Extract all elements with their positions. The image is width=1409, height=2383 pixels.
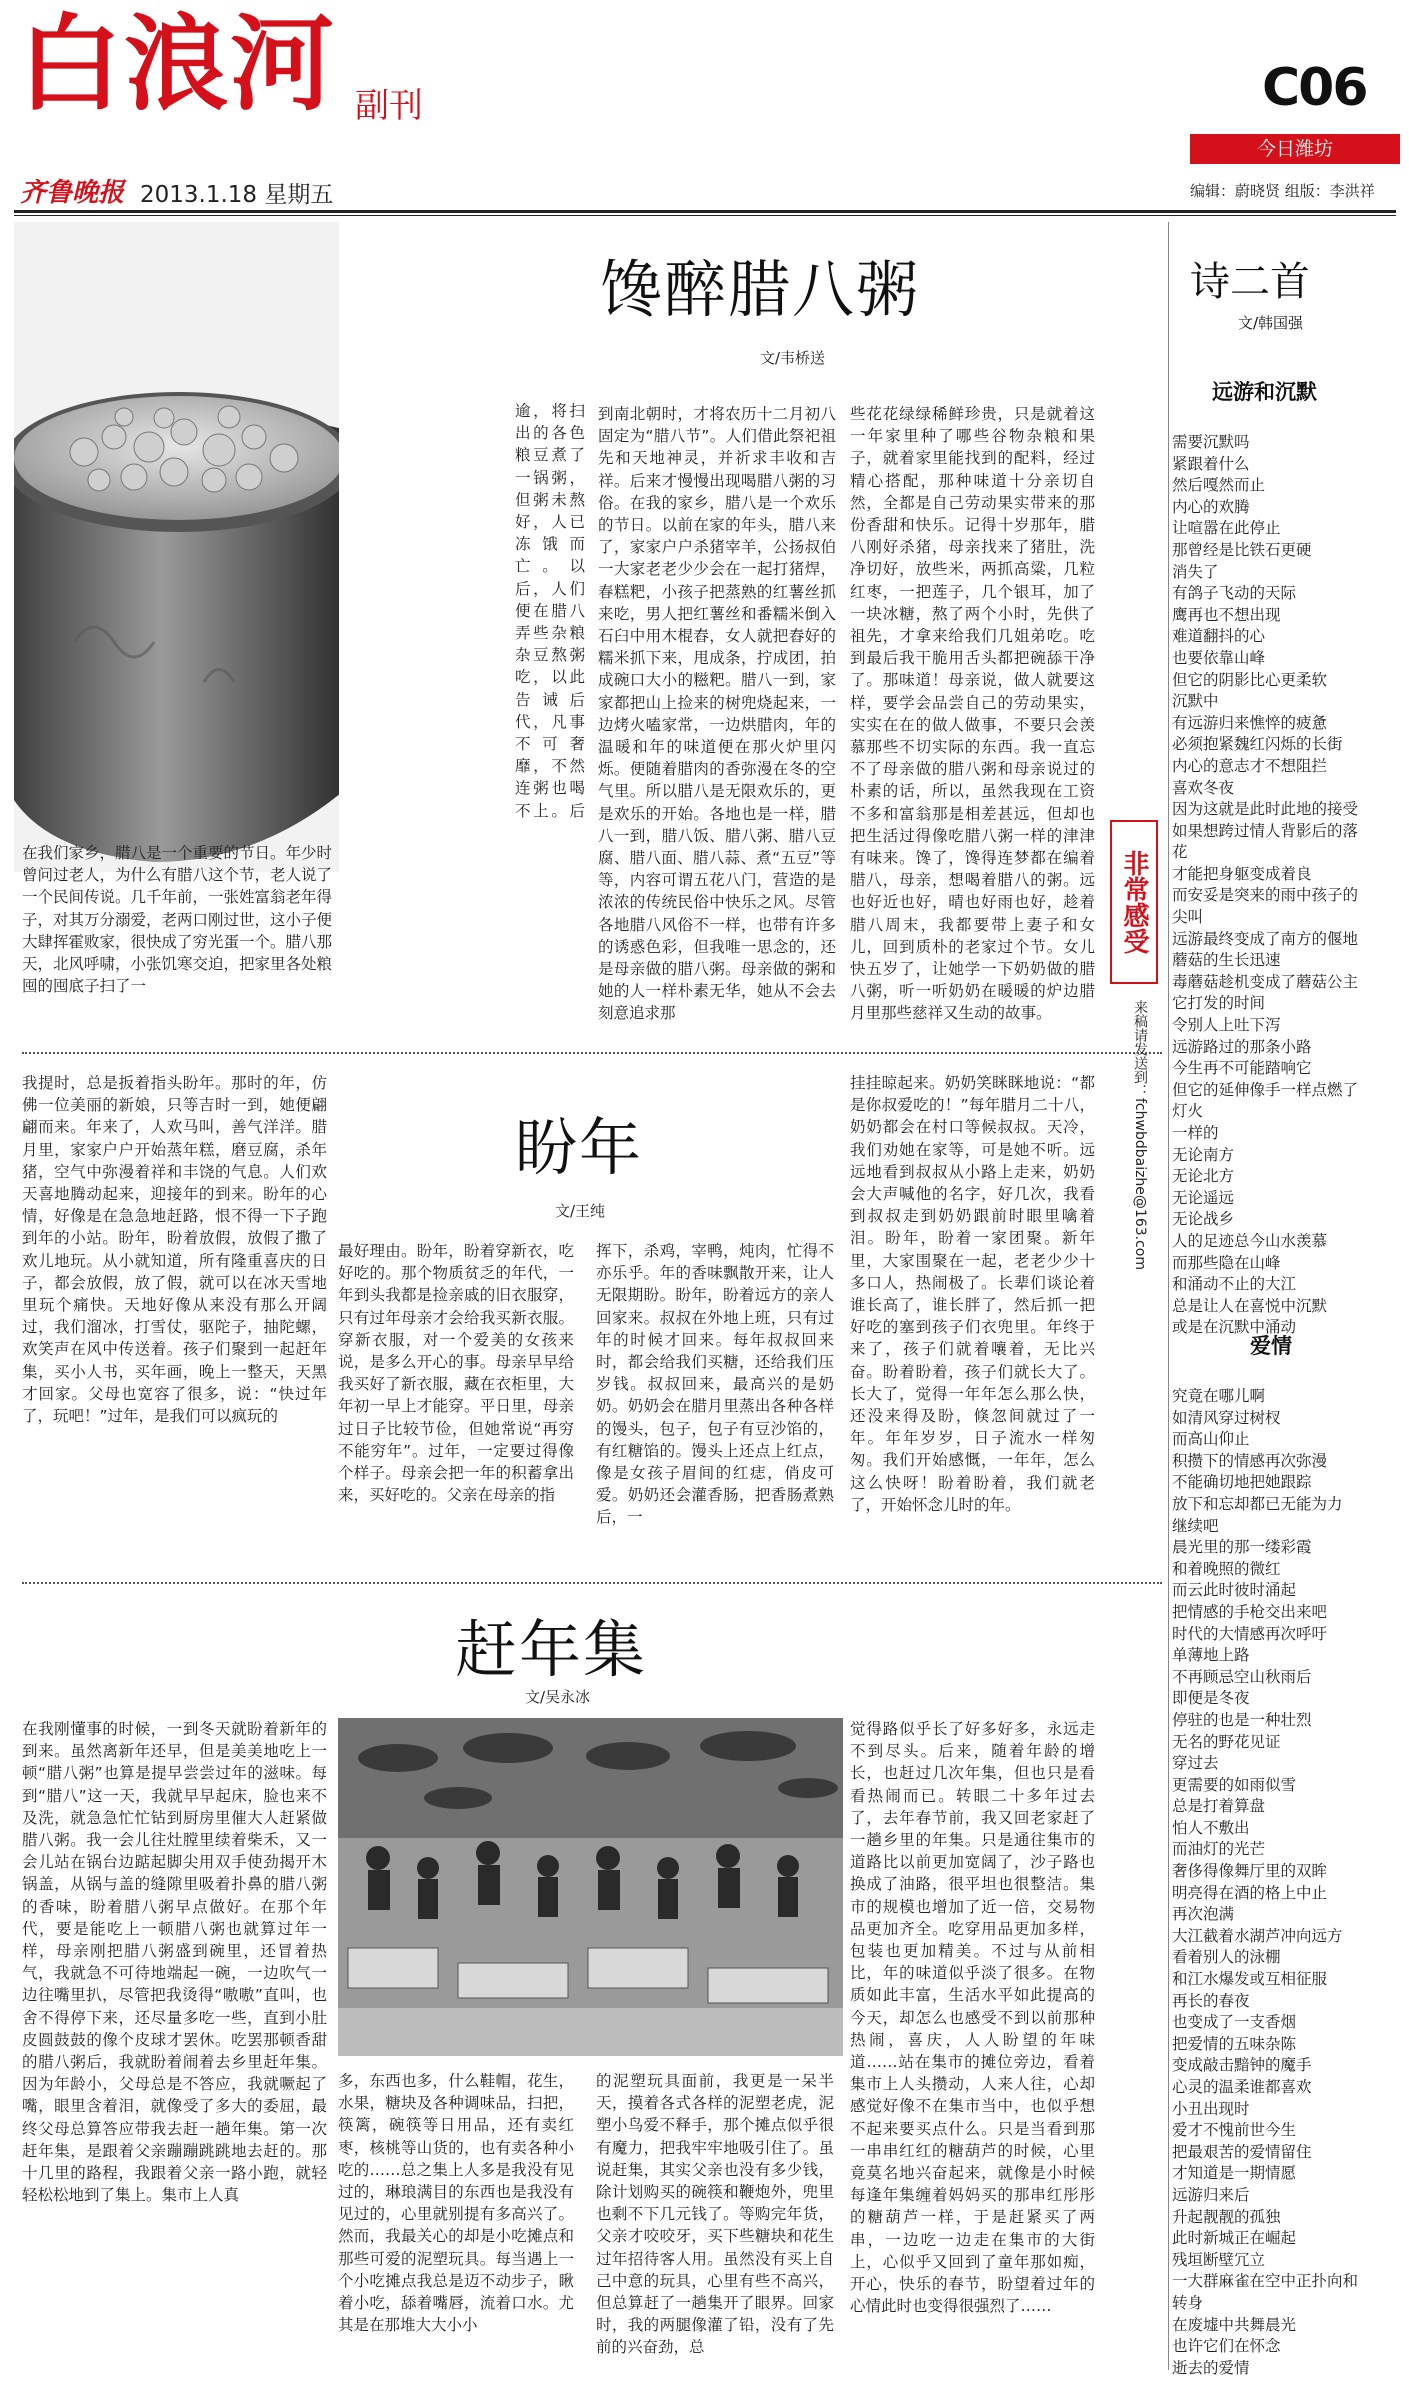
article3-byline: 文/吴永冰 bbox=[525, 1688, 591, 1706]
article3-col-b: 多，东西也多，什么鞋帽，花生，水果，糖块及各种调味品，扫把，筷篱，碗筷等日用品，还有卖红枣，核桃等山货的，也有卖各种小吃的……总之集上人多是我没有见过的，琳琅满目的东西也是我没有见过的，心里就别提有多高兴了。然而，我最关心的却是小吃摊点和那些可爱的泥塑玩具。每当遇上一个小吃摊点我总是迈不动步子，瞅着小吃，舔着嘴唇，流着口水。尤其是在那堆大大小小 bbox=[338, 2072, 574, 2335]
poem-line: 如果想跨过情人背影后的落 bbox=[1172, 821, 1359, 840]
poem-line: 而高山仰止 bbox=[1172, 1430, 1250, 1449]
poem-line: 然后嘎然而止 bbox=[1172, 476, 1266, 495]
poem-line: 花 bbox=[1172, 843, 1188, 862]
poem-line: 有远游归来憔悴的疲惫 bbox=[1172, 713, 1328, 732]
poem-line: 但它的阴影比心更柔软 bbox=[1172, 670, 1328, 689]
poem-line: 那曾经是比铁石更硬 bbox=[1172, 540, 1312, 559]
page-number: C06 bbox=[1262, 58, 1367, 118]
poem-line: 无论遥远 bbox=[1172, 1188, 1235, 1207]
article2-col-c: 挥下，杀鸡，宰鸭，炖肉，忙得不亦乐乎。年的香味飘散开来，让人无限期盼。盼年，盼着远方的亲人回家来。叔叔在外地上班，只有过年的时候才回来。每年叔叔回来时，都会给我们买糖，还给我们压岁钱。叔叔回来，最高兴的是奶奶。奶奶会在腊月里蒸出各种各样的馒头，包子，包子有豆沙馅的，有红糖馅的。馒头上还点上红点，像是女孩子眉间的红痣，俏皮可爱。奶奶还会灌香肠，把香肠煮熟后，一 bbox=[596, 1242, 834, 1527]
poem-line: 总是打着算盘 bbox=[1172, 1797, 1266, 1816]
poem-line: 不能确切地把她跟踪 bbox=[1172, 1473, 1312, 1492]
poem-line: 晨光里的那一缕彩霞 bbox=[1172, 1538, 1312, 1557]
article3-title: 赶年集 bbox=[455, 1613, 648, 1686]
poem-line: 放下和忘却都已无能为力 bbox=[1172, 1494, 1343, 1513]
poem-line: 和着晚照的微红 bbox=[1172, 1559, 1281, 1578]
article2-col-d: 挂挂晾起来。奶奶笑眯眯地说：“都是你叔爱吃的！”每年腊月二十八，奶奶都会在村口等候叔叔。天冷，我们劝她在家等，可是她不听。远远地看到叔叔从小路上走来，奶奶会大声喊他的名字，好几次，我看到叔叔走到奶奶跟前时眼里噙着泪。盼年，盼着一家团聚。新年里，大家围聚在一起，老老少少十多口人，热闹极了。长辈们谈论着谁长高了，谁长胖了，然后抓一把好吃的塞到孩子们衣兜里。年终于来了，孩子们就着嚷着，无比兴奋。盼着盼着，孩子们就长大了。长大了，觉得一年年怎么那么快，还没来得及盼，倏忽间就过了一年。年年岁岁，日子流水一样匆匆。我们开始感慨，一年年，怎么这么快呀！盼着盼着，我们就老了，开始怀念儿时的年。 bbox=[850, 1074, 1095, 1514]
poem-line: 把最艰苦的爱情留住 bbox=[1172, 2142, 1312, 2161]
article3-col-d: 觉得路似乎长了好多好多，永远走不到尽头。后来，随着年龄的增长，也赶过几次年集，但也只是看看热闹而已。转眼二十多年过去了，去年春节前，我又回老家赶了一趟乡里的年集。只是通往集市的道路比以前更加宽阔了，沙子路也换成了油路，很平坦也很整洁。集市的规模也增加了近一倍，交易物品更加齐全。吃穿用品更加多样，包装也更加精美。不过与从前相比，年的味道似乎淡了很多。在物质如此丰富，生活水平如此提高的今天，却怎么也感受不到以前那种热闹，喜庆，人人盼望的年味道……站在集市的摊位旁边，看着集市上人头攒动，人来人往，心却感觉好像不在集市当中，也似乎想不起来要买点什么。只是当看到那一串串红红的糖葫芦的时候，心里竟莫名地兴奋起来，就像是小时候每逢年集缠着妈妈买的那串红彤彤的糖葫芦一样，于是赶紧买了两串，一边吃一边走在集市的大街上，心似乎又回到了童年那如痴，开心，快乐的春节，盼望着过年的心情此时也变得很强烈了…… bbox=[850, 1720, 1095, 2316]
masthead-rule bbox=[14, 210, 1396, 213]
poem-line: 才能把身躯变成着良 bbox=[1172, 864, 1312, 883]
poem-line: 也要依靠山峰 bbox=[1172, 648, 1266, 667]
poem-line: 鹰再也不想出现 bbox=[1172, 605, 1281, 624]
poem-line: 再长的春夜 bbox=[1172, 1991, 1250, 2010]
article1-title: 馋醉腊八粥 bbox=[600, 253, 921, 326]
poem-line: 无名的野花见证 bbox=[1172, 1732, 1281, 1751]
poem-line: 但它的延伸像手一样点燃了 bbox=[1172, 1080, 1359, 1099]
poem-line: 远游最终变成了南方的偃地 bbox=[1172, 929, 1359, 948]
poem-line: 让喧嚣在此停止 bbox=[1172, 519, 1281, 538]
poem-line: 和江水爆发或互相征服 bbox=[1172, 1970, 1328, 1989]
issue-date: 2013.1.18 星期五 bbox=[140, 182, 334, 208]
poem-line: 有鸽子飞动的天际 bbox=[1172, 584, 1297, 603]
poem-line: 因为这就是此时此地的接受 bbox=[1172, 800, 1359, 819]
section-divider-2 bbox=[22, 1582, 1162, 1584]
poem-line: 无论南方 bbox=[1172, 1145, 1235, 1164]
article3-col-c: 的泥塑玩具面前，我更是一呆半天，摸着各式各样的泥塑老虎，泥塑小鸟爱不释手，那个摊点似乎很有魔力，把我牢牢地吸引住了。虽说赶集，其实父亲也没有多少钱，除计划购买的碗筷和鞭炮外，兜里也剩不下几元钱了。等购完年货，父亲才咬咬牙，买下些糖块和花生过年招待客人用。虽然没有买上自己中意的玩具，心里有些不高兴，但总算赶了一趟集开了眼界。回家时，我的两腿像灌了铅，没有了先前的兴奋劲，总 bbox=[596, 2072, 834, 2357]
poem-line: 爱才不愧前世今生 bbox=[1172, 2121, 1297, 2140]
poem-line: 不再顾忌空山秋雨后 bbox=[1172, 1667, 1312, 1686]
poem-line: 在废墟中共舞晨光 bbox=[1172, 2315, 1297, 2334]
poem-line: 单薄地上路 bbox=[1172, 1646, 1250, 1665]
poem-line: 人的足迹总今山水羡慕 bbox=[1172, 1231, 1328, 1250]
paper-name: 齐鲁晚报 bbox=[20, 178, 125, 208]
poem-line: 升起靓靓的孤独 bbox=[1172, 2207, 1281, 2226]
poem-line: 远游归来后 bbox=[1172, 2185, 1250, 2204]
poem-line: 和涌动不止的大江 bbox=[1172, 1275, 1297, 1294]
poem-line: 而那些隐在山峰 bbox=[1172, 1253, 1281, 1272]
article2-col-a: 我提时，总是扳着指头盼年。那时的年，仿佛一位美丽的新娘，只等吉时一到，她便翩翩而来。年来了，人欢马叫，善气洋洋。腊月里，家家户户开始蒸年糕，磨豆腐，杀年猪，空气中弥漫着祥和丰饶的气息。人们欢天喜地腾动起来，迎接年的到来。盼年的心情，好像是在急急地赶路，恨不得一下子跑到年的小站。盼年，盼着放假，放假了撒了欢儿地玩。从小就知道，所有隆重喜庆的日子，都会放假，放了假，就可以在冰天雪地里玩个痛快。天地好像从来没有那么开阔过，我们溜冰，打雪仗，驱陀子，抽陀螺，欢笑声在风中传送着。孩子们聚到一起赶年集，买小人书，买年画，晚上一整天，天黑才回家。父母也宽容了很多，说：“快过年了，玩吧！”过年，是我们可以疯玩的 bbox=[22, 1074, 327, 1426]
poem-line: 一大群麻雀在空中正扑向和 bbox=[1172, 2272, 1359, 2291]
poem-line: 逝去的爱情 bbox=[1172, 2358, 1250, 2377]
poems-title: 诗二首 bbox=[1190, 259, 1310, 305]
poem2-title: 爱情 bbox=[1250, 1334, 1292, 1358]
poem-line: 喜欢冬夜 bbox=[1172, 778, 1235, 797]
poem-line: 才知道是一期情愿 bbox=[1172, 2164, 1297, 2183]
poem-line: 停驻的也是一种壮烈 bbox=[1172, 1710, 1312, 1729]
poem-line: 远游路过的那条小路 bbox=[1172, 1037, 1312, 1056]
article1-col-a-bottom bbox=[335, 700, 585, 1040]
poem-line: 难道翻抖的心 bbox=[1172, 627, 1266, 646]
poem-line: 奢侈得像舞厅里的双眸 bbox=[1172, 1862, 1328, 1881]
poem-line: 今生再不可能踏响它 bbox=[1172, 1059, 1312, 1078]
masthead-rule-thin bbox=[14, 215, 1396, 216]
porridge-bowl-illustration bbox=[14, 222, 339, 872]
poem-line: 一样的 bbox=[1172, 1124, 1219, 1142]
poems-byline: 文/韩国强 bbox=[1238, 314, 1304, 332]
poem-line: 究竟在哪儿啊 bbox=[1172, 1387, 1266, 1405]
masthead-title: 白浪河 bbox=[18, 3, 337, 125]
poem-line: 紧跟着什么 bbox=[1172, 454, 1250, 473]
poem-line: 总是让人在喜悦中沉默 bbox=[1172, 1296, 1328, 1315]
poem-line: 小丑出现时 bbox=[1172, 2099, 1250, 2118]
poem-line: 无论北方 bbox=[1172, 1167, 1235, 1186]
poem-line: 此时新城正在崛起 bbox=[1172, 2229, 1297, 2248]
article2-title: 盼年 bbox=[515, 1111, 644, 1184]
article2-col-b: 最好理由。盼年，盼着穿新衣，吃好吃的。那个物质贫乏的年代，一年到头我都是捡亲戚的旧衣服穿，只有过年母亲才会给我买新衣服。穿新衣服，对一个爱美的女孩来说，是多么开心的事。母亲早早给我买好了新衣服，藏在衣柜里，大年初一早上才能穿。平日里，母亲过日子比较节俭，但她常说“再穷不能穷年”。过年，一定要过得像个样子。母亲会把一年的积蓄拿出来，买好吃的。父亲在母亲的指 bbox=[338, 1242, 574, 1505]
article3-col-a: 在我刚懂事的时候，一到冬天就盼着新年的到来。虽然离新年还早，但是美美地吃上一顿“腊八粥”也算是提早尝尝过年的滋味。每到“腊八”这一天，我就早早起床，脸也来不及洗，就急急忙忙钻到厨房里催大人赶紧做腊八粥。我一会儿往灶膛里续着柴禾，又一会儿站在锅台边踮起脚尖用双手使劲揭开木锅盖，从锅与盖的缝隙里吸着扑鼻的腊八粥的香味，盼着腊八粥早点做好。在那个年代，要是能吃上一顿腊八粥也就算过年一样，母亲刚把腊八粥盛到碗里，还冒着热气，我就急不可待地端起一碗，一边吹气一边往嘴里扒，尽管把我烫得“嗷嗷”直叫，也舍不得停下来，还尽量多吃一些，直到小肚皮圆鼓鼓的像个皮球才罢休。吃罢那顿香甜的腊八粥后，我就盼着闹着去乡里赶年集。因为年龄小，父母总是不答应，我就噘起了嘴，眼里含着泪，就像受了多大的委屈，最终父母总算答应带我去赶一趟年集。第一次赶年集，是跟着父亲蹦蹦跳跳地去赶的。那十几里的路程，我跟着父亲一路小跑，就轻轻松松地到了集上。集市上人真 bbox=[22, 1720, 327, 2205]
poem-line: 更需要的如雨似雪 bbox=[1172, 1775, 1297, 1794]
poem-line: 看着别人的泳棚 bbox=[1172, 1948, 1281, 1967]
poem-line: 再次泡满 bbox=[1172, 1905, 1235, 1924]
poem-line: 蘑菇的生长迅速 bbox=[1172, 951, 1281, 970]
poem-line: 需要沉默吗 bbox=[1172, 433, 1250, 451]
article1-col-b: 在我们家乡，腊八是一个重要的节日。年少时曾问过老人，为什么有腊八这个节，老人说了一个民间传说。几千年前，一张姓富翁老年得子，对其万分溺爱，老两口刚过世，这小子便大肆挥霍败家，很快成了穷光蛋一个。腊八那天，北风呼啸，小张饥寒交迫，把家里各处粮囤的囤底子扫了一 bbox=[22, 844, 332, 996]
poem1-title: 远游和沉默 bbox=[1212, 380, 1317, 404]
poem-line: 内心的意志才不想阻拦 bbox=[1172, 756, 1328, 775]
poem-line: 灯火 bbox=[1172, 1102, 1204, 1121]
poem-line: 消失了 bbox=[1172, 562, 1219, 581]
poem-line: 必须抱紧魏红闪烁的长街 bbox=[1172, 735, 1343, 754]
article1-col-a-top: 逾，将扫出的各色粮豆煮了一锅粥，但粥未熬好，人已冻饿而亡。以后，人们便在腊八弄些杂粮杂豆熬粥吃，以此告诫后代，凡事不可奢靡，不然连粥也喝不上。后 bbox=[515, 402, 585, 820]
submission-email: 来稿请发送到：fchwbdbaizhe@163.com bbox=[1132, 1000, 1148, 1270]
poem-line: 大江截着水湖芦冲向远方 bbox=[1172, 1926, 1343, 1945]
article1-col-d: 些花花绿绿稀鲜珍贵，只是就着这一年家里种了哪些谷物杂粮和果子，就着家里能找到的配料，经过精心搭配，那种味道十分亲切自然，全都是自己劳动果实带来的那份香甜和快乐。记得十岁那年，腊八刚好杀猪，母亲找来了猪肚，洗净切好，放些米，两抓高粱，几粒红枣，一把莲子，几个银耳，加了一块冰糖，熬了两个小时，先供了祖先，才拿来给我们几姐弟吃。吃到最后我干脆用舌头都把碗舔干净了。那味道！母亲说，做人就要这样，要学会品尝自己的劳动果实，实实在在的做人做事，不要只会羡慕那些不切实际的东西。我一直忘不了母亲做的腊八粥和母亲说过的朴素的话，所以，虽然我现在工资不多和富翁那是相差甚远，但却也把生活过得像吃腊八粥一样的津津有味来。馋了，馋得连梦都在编着腊八，母亲，想喝着腊八的粥。远也好近也好，晴也好雨也好，趁着腊八周末，我都要带上妻子和女儿，回到质朴的老家过个节。女儿快五岁了，让她学一下奶奶做的腊八粥，听一听奶奶在暖暖的炉边腊月里那些慈祥又生动的故事。 bbox=[850, 405, 1095, 1023]
poem-line: 继续吧 bbox=[1172, 1516, 1219, 1535]
poem-line: 沉默中 bbox=[1172, 692, 1219, 711]
poem-line: 而安妥是突来的雨中孩子的 bbox=[1172, 886, 1359, 905]
poem-line: 令别人上吐下泻 bbox=[1172, 1016, 1281, 1035]
poem-line: 转身 bbox=[1172, 2293, 1204, 2312]
market-photo bbox=[338, 1718, 843, 2056]
column-stamp: 非常感受 bbox=[1110, 820, 1158, 984]
poem-line: 把爱情的五味杂陈 bbox=[1172, 2034, 1297, 2053]
poem-line: 或是在沉默中涌动 bbox=[1172, 1318, 1297, 1337]
masthead-subtitle: 副刊 bbox=[355, 86, 423, 126]
poem-line: 毒蘑菇趁机变成了蘑菇公主 bbox=[1172, 972, 1359, 991]
poem-line: 变成敲击黯钟的魔手 bbox=[1172, 2056, 1312, 2075]
poem-line: 把情感的手枪交出来吧 bbox=[1172, 1602, 1328, 1621]
article1-col-c: 到南北朝时，才将农历十二月初八固定为“腊八节”。人们借此祭祀祖先和天地神灵，并祈求丰收和吉祥。后来才慢慢出现喝腊八粥的习俗。在我的家乡，腊八是一个欢乐的节日。以前在家的年头，腊八来了，家家户户杀猪宰羊，公扬叔伯一大家老老少少会在一起打猪焊，春糕粑，小孩子把蒸熟的红薯丝抓来吃，男人把红薯丝和番糯米倒入石臼中用木棍舂，女人就把舂好的糯米抓下来，甩成条，拧成团，拍成碗口大小的糍粑。腊八一到，家家都把山上捡来的树兜烧起来，一边烤火嗑家常，一边烘腊肉，年的温暖和年的味道便在那火炉里闪烁。便随着腊肉的香弥漫在冬的空气里。所以腊八是无限欢乐的，更是欢乐的开始。各地也是一样，腊八一到，腊八饭、腊八粥、腊八豆腐、腊八面、腊八蒜、煮“五豆”等等，内容可谓五花八门，营造的是浓浓的传统民俗中快乐之风。尽管各地腊八风俗不一样，也带有许多的诱惑色彩，但我唯一思念的，还是母亲做的腊八粥。母亲做的粥和她的人一样朴素无华，她从不会去刻意追求那 bbox=[598, 405, 836, 1023]
poem-line: 也变成了一支香烟 bbox=[1172, 2013, 1297, 2032]
poem-line: 尖叫 bbox=[1172, 908, 1204, 927]
poem-line: 时代的大情感再次呼吁 bbox=[1172, 1624, 1328, 1643]
poem2-lines bbox=[1172, 1386, 1402, 2379]
poem-line: 内心的欢腾 bbox=[1172, 497, 1250, 516]
poem-line: 无论战乡 bbox=[1172, 1210, 1235, 1229]
poem-line: 怕人不敷出 bbox=[1172, 1818, 1250, 1837]
poem-line: 积攒下的情感再次弥漫 bbox=[1172, 1451, 1328, 1470]
poem-line: 而油灯的光芒 bbox=[1172, 1840, 1266, 1859]
article1-byline: 文/韦桥送 bbox=[760, 349, 826, 367]
poem-line: 如清风穿过树杈 bbox=[1172, 1408, 1281, 1427]
poem-line: 即便是冬夜 bbox=[1172, 1689, 1250, 1708]
poem-line: 它打发的时间 bbox=[1172, 994, 1266, 1013]
section-bar: 今日潍坊 bbox=[1190, 134, 1400, 164]
column-divider bbox=[1168, 222, 1169, 2370]
poem-line: 也许它们在怀念 bbox=[1172, 2337, 1281, 2356]
poem-line: 心灵的温柔谁都喜欢 bbox=[1172, 2078, 1312, 2096]
poem-line: 明亮得在酒的格上中止 bbox=[1172, 1883, 1328, 1902]
poem-line: 残垣断壁冗立 bbox=[1172, 2250, 1266, 2269]
poem-line: 穿过去 bbox=[1172, 1754, 1219, 1773]
poem-line: 而云此时彼时涌起 bbox=[1172, 1581, 1297, 1600]
editors-line: 编辑：蔚晓贤 组版：李洪祥 bbox=[1190, 182, 1375, 200]
section-divider bbox=[22, 1052, 1162, 1054]
article2-byline: 文/王纯 bbox=[555, 1202, 606, 1220]
poem1-lines bbox=[1172, 432, 1402, 1339]
